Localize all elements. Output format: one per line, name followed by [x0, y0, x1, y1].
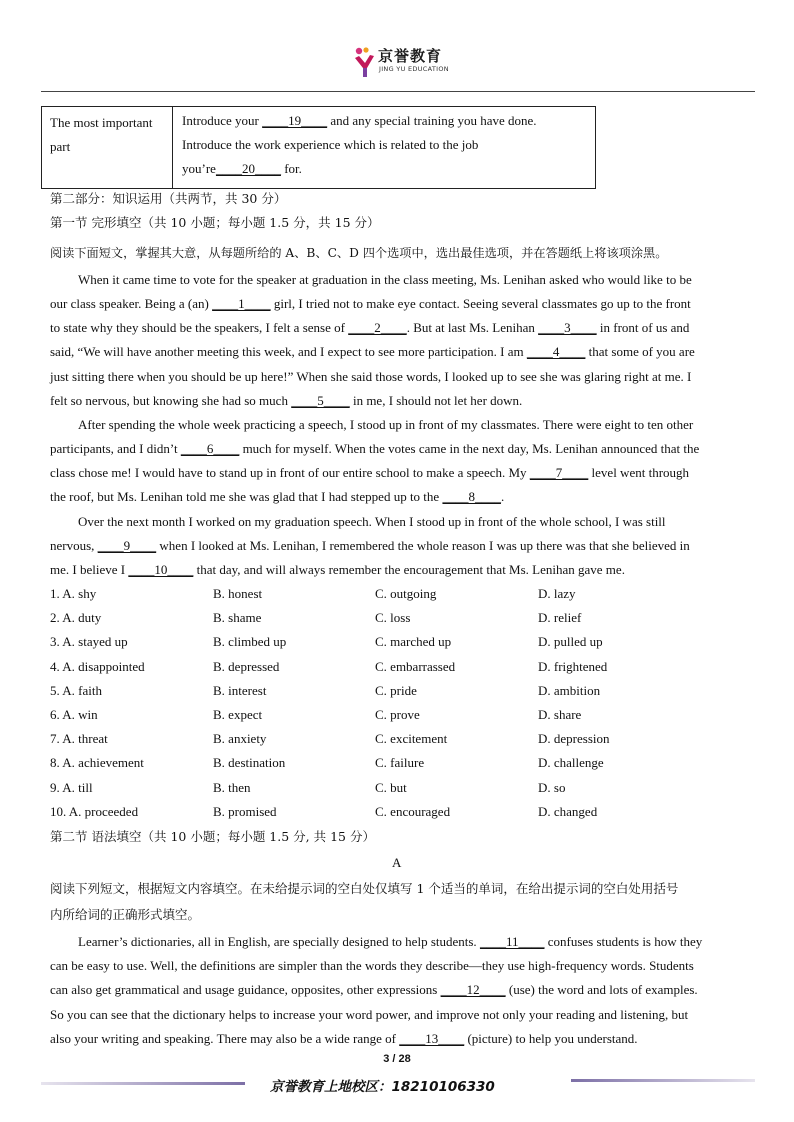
- passage-line: [50, 1006, 753, 1024]
- option-9-b: B. then: [213, 779, 251, 795]
- option-3-a: 3. A. stayed up: [50, 634, 128, 650]
- passage-text: Learner’s dictionaries, all in English, are specially designed to help students.: [78, 934, 480, 949]
- passage-text: After spending the whole week practicing a speech, I stood up in front of my classmates. There were eight to ten other: [78, 416, 694, 432]
- blank-19: ____19____: [262, 113, 328, 128]
- passage-text: participants, and I didn’t: [50, 441, 181, 457]
- option-1-d: D. lazy: [538, 586, 576, 601]
- passage-text: felt so nervous, but knowing she had so much: [50, 392, 292, 408]
- answer-blank: ____6____: [180, 441, 240, 457]
- passage-line: [50, 561, 753, 579]
- table-right-line: Introduce the work experience which is related to the job: [182, 137, 479, 152]
- passage-text: (use) the word and lots of examples.: [505, 982, 698, 998]
- answer-blank: ____1____: [212, 296, 271, 312]
- section-heading: 第二部分：知识运用（共两节，共 30 分）: [50, 191, 287, 206]
- option-8-a: 8. A. achievement: [50, 755, 144, 771]
- footer-campus-contact: 京誉教育上地校区：18210106330: [270, 1079, 495, 1095]
- passage-text: in me, I should not let her down.: [349, 392, 523, 408]
- answer-blank: ____8____: [442, 489, 501, 505]
- footer-rule-right: [571, 1079, 755, 1082]
- answer-blank: ____10____: [128, 561, 194, 577]
- option-9-c: C. but: [375, 779, 407, 795]
- footer-rule-left: [41, 1082, 245, 1085]
- option-8-c: C. failure: [375, 755, 425, 771]
- passage-text: me. I believe I: [50, 561, 129, 577]
- option-2-c: C. loss: [375, 610, 411, 626]
- grammar-heading: 第二节 语法填空（共 10 小题；每小题 1.5 分, 共 15 分）: [50, 829, 375, 844]
- option-7-c: C. excitement: [375, 731, 448, 747]
- cloze-instruction: 阅读下面短文，掌握其大意，从每题所给的 A、B、C、D 四个选项中，选出最佳选项，并在答题纸上将该项涂黑。: [50, 246, 668, 260]
- answer-blank: ____4____: [526, 344, 586, 360]
- table-left-cell: [42, 107, 173, 188]
- option-5-d: D. ambition: [538, 682, 601, 698]
- answer-blank: ____13____: [399, 1030, 465, 1046]
- passage-text: Over the next month I worked on my graduation speech. When I stood up in front of the whole school, I was still: [78, 513, 666, 529]
- blank-20: ____20____: [215, 161, 281, 176]
- passage-line: [50, 295, 753, 313]
- passage-line: [78, 271, 781, 289]
- passage-line: [50, 981, 753, 999]
- answer-blank: ____12____: [440, 982, 506, 998]
- passage-text: (picture) to help you understand.: [464, 1030, 638, 1046]
- part-label: A: [392, 855, 402, 870]
- passage-text: can also get grammatical and usage guidance, opposites, other expressions: [50, 982, 441, 998]
- passage-text: much for myself. When the votes came in the next day, Ms. Lenihan announced that the: [239, 441, 700, 457]
- passage-text: that some of you are: [585, 344, 695, 360]
- passage-line: [78, 416, 781, 434]
- answer-blank: ____5____: [291, 392, 350, 408]
- answer-blank: ____3____: [538, 320, 597, 336]
- option-6-b: B. expect: [213, 707, 263, 722]
- option-5-c: C. pride: [375, 682, 417, 698]
- passage-line: [50, 488, 753, 506]
- passage-line: [50, 319, 753, 337]
- option-7-d: D. depression: [538, 731, 610, 747]
- option-6-d: D. share: [538, 707, 582, 722]
- passage-text: also your writing and speaking. There may also be a wide range of: [50, 1030, 400, 1046]
- passage-line: [78, 933, 781, 951]
- passage-text: when I looked at Ms. Lenihan, I remembered the whole reason I was up there was that she believed in: [156, 537, 690, 553]
- option-9-a: 9. A. till: [50, 779, 93, 795]
- passage-text: in front of us and: [596, 320, 690, 336]
- passage-line: [50, 1030, 753, 1048]
- option-2-b: B. shame: [213, 610, 262, 626]
- passage-line: [78, 513, 781, 531]
- grammar-instruction: 阅读下列短文，根据短文内容填空。在未给提示词的空白处仅填写 1 个适当的单词，在给出提示词的空白处用括号: [50, 881, 679, 896]
- option-1-c: C. outgoing: [375, 586, 437, 601]
- answer-blank: ____9____: [97, 537, 157, 553]
- option-4-a: 4. A. disappointed: [50, 658, 145, 674]
- grammar-instruction: 内所给词的正确形式填空。: [50, 907, 201, 922]
- table-right-line: you’re____20____ for.: [182, 161, 302, 176]
- option-8-b: B. destination: [213, 755, 286, 771]
- jingyu-logo-icon: [352, 46, 376, 78]
- option-4-c: C. embarrassed: [375, 658, 456, 674]
- option-7-b: B. anxiety: [213, 731, 267, 747]
- option-3-d: D. pulled up: [538, 634, 603, 650]
- option-6-c: C. prove: [375, 707, 420, 722]
- passage-text: girl, I tried not to make eye contact. Seeing several classmates go up to the front: [270, 296, 691, 312]
- passage-text: level went through: [588, 465, 690, 481]
- passage-text: .: [500, 489, 505, 505]
- option-6-a: 6. A. win: [50, 707, 98, 722]
- option-4-d: D. frightened: [538, 658, 608, 674]
- passage-text: confuses students is how they: [544, 934, 703, 949]
- option-7-a: 7. A. threat: [50, 731, 108, 747]
- passage-text: that day, and will always remember the encouragement that Ms. Lenihan gave me.: [193, 561, 625, 577]
- table-right-line: Introduce your ____19____ and any special training you have done.: [182, 113, 537, 128]
- option-1-b: B. honest: [213, 586, 263, 601]
- passage-line: [50, 957, 753, 975]
- answer-blank: ____11____: [479, 934, 545, 949]
- logo-english-name: JING YU EDUCATION: [379, 65, 449, 73]
- option-8-d: D. challenge: [538, 755, 604, 771]
- option-3-c: C. marched up: [375, 634, 452, 650]
- option-2-a: 2. A. duty: [50, 610, 102, 626]
- passage-line: [50, 368, 753, 386]
- page-number: 3 / 28: [383, 1053, 411, 1065]
- option-1-a: 1. A. shy: [50, 586, 97, 601]
- passage-text: to state why they should be the speakers, I felt a sense of: [50, 320, 349, 336]
- header-divider: [41, 91, 755, 92]
- passage-line: [50, 464, 753, 482]
- option-4-b: B. depressed: [213, 658, 280, 674]
- writing-outline-table: [41, 106, 596, 189]
- passage-line: [50, 343, 753, 361]
- cloze-heading: 第一节 完形填空（共 10 小题；每小题 1.5 分，共 15 分）: [50, 215, 380, 230]
- option-10-a: 10. A. proceeded: [50, 803, 139, 819]
- passage-text: the roof, but Ms. Lenihan told me she was glad that I had stepped up to the: [50, 489, 443, 505]
- option-3-b: B. climbed up: [213, 634, 287, 650]
- option-5-b: B. interest: [213, 682, 267, 698]
- option-5-a: 5. A. faith: [50, 682, 102, 698]
- option-10-d: D. changed: [538, 803, 598, 819]
- table-left-line: part: [50, 139, 71, 154]
- table-left-line: The most important: [50, 115, 153, 130]
- passage-text: our class speaker. Being a (an): [50, 296, 213, 312]
- passage-line: [50, 440, 753, 458]
- brand-logo: [352, 44, 452, 80]
- answer-blank: ____2____: [348, 320, 407, 336]
- option-2-d: D. relief: [538, 610, 582, 626]
- passage-text: can be easy to use. Well, the definitions are simpler than the words they describe—they use high-frequency words. Students: [50, 958, 694, 974]
- passage-text: just sitting there when you should be up here!” When she said those words, I looked up to see she was glaring right at me. I: [50, 368, 692, 384]
- passage-text: . But at last Ms. Lenihan: [406, 320, 539, 336]
- passage-text: class chose me! I would have to stand up in front of our entire school to make a speech. My: [50, 465, 530, 481]
- passage-text: So you can see that the dictionary helps to increase your word power, and improve not only your reading and listening, but: [50, 1006, 689, 1022]
- passage-text: When it came time to vote for the speaker at graduation in the class meeting, Ms. Lenihan asked who would like to be: [78, 272, 692, 287]
- passage-text: nervous,: [50, 537, 98, 553]
- answer-blank: ____7____: [529, 465, 589, 481]
- option-10-b: B. promised: [213, 803, 277, 819]
- passage-text: said, “We will have another meeting this week, and I expect to see more participation. I am: [50, 344, 527, 360]
- logo-chinese-name: 京誉教育: [378, 47, 443, 65]
- passage-line: [50, 392, 753, 410]
- passage-line: [50, 537, 753, 555]
- option-10-c: C. encouraged: [375, 803, 451, 819]
- option-9-d: D. so: [538, 779, 566, 795]
- table-right-cell: [173, 107, 595, 183]
